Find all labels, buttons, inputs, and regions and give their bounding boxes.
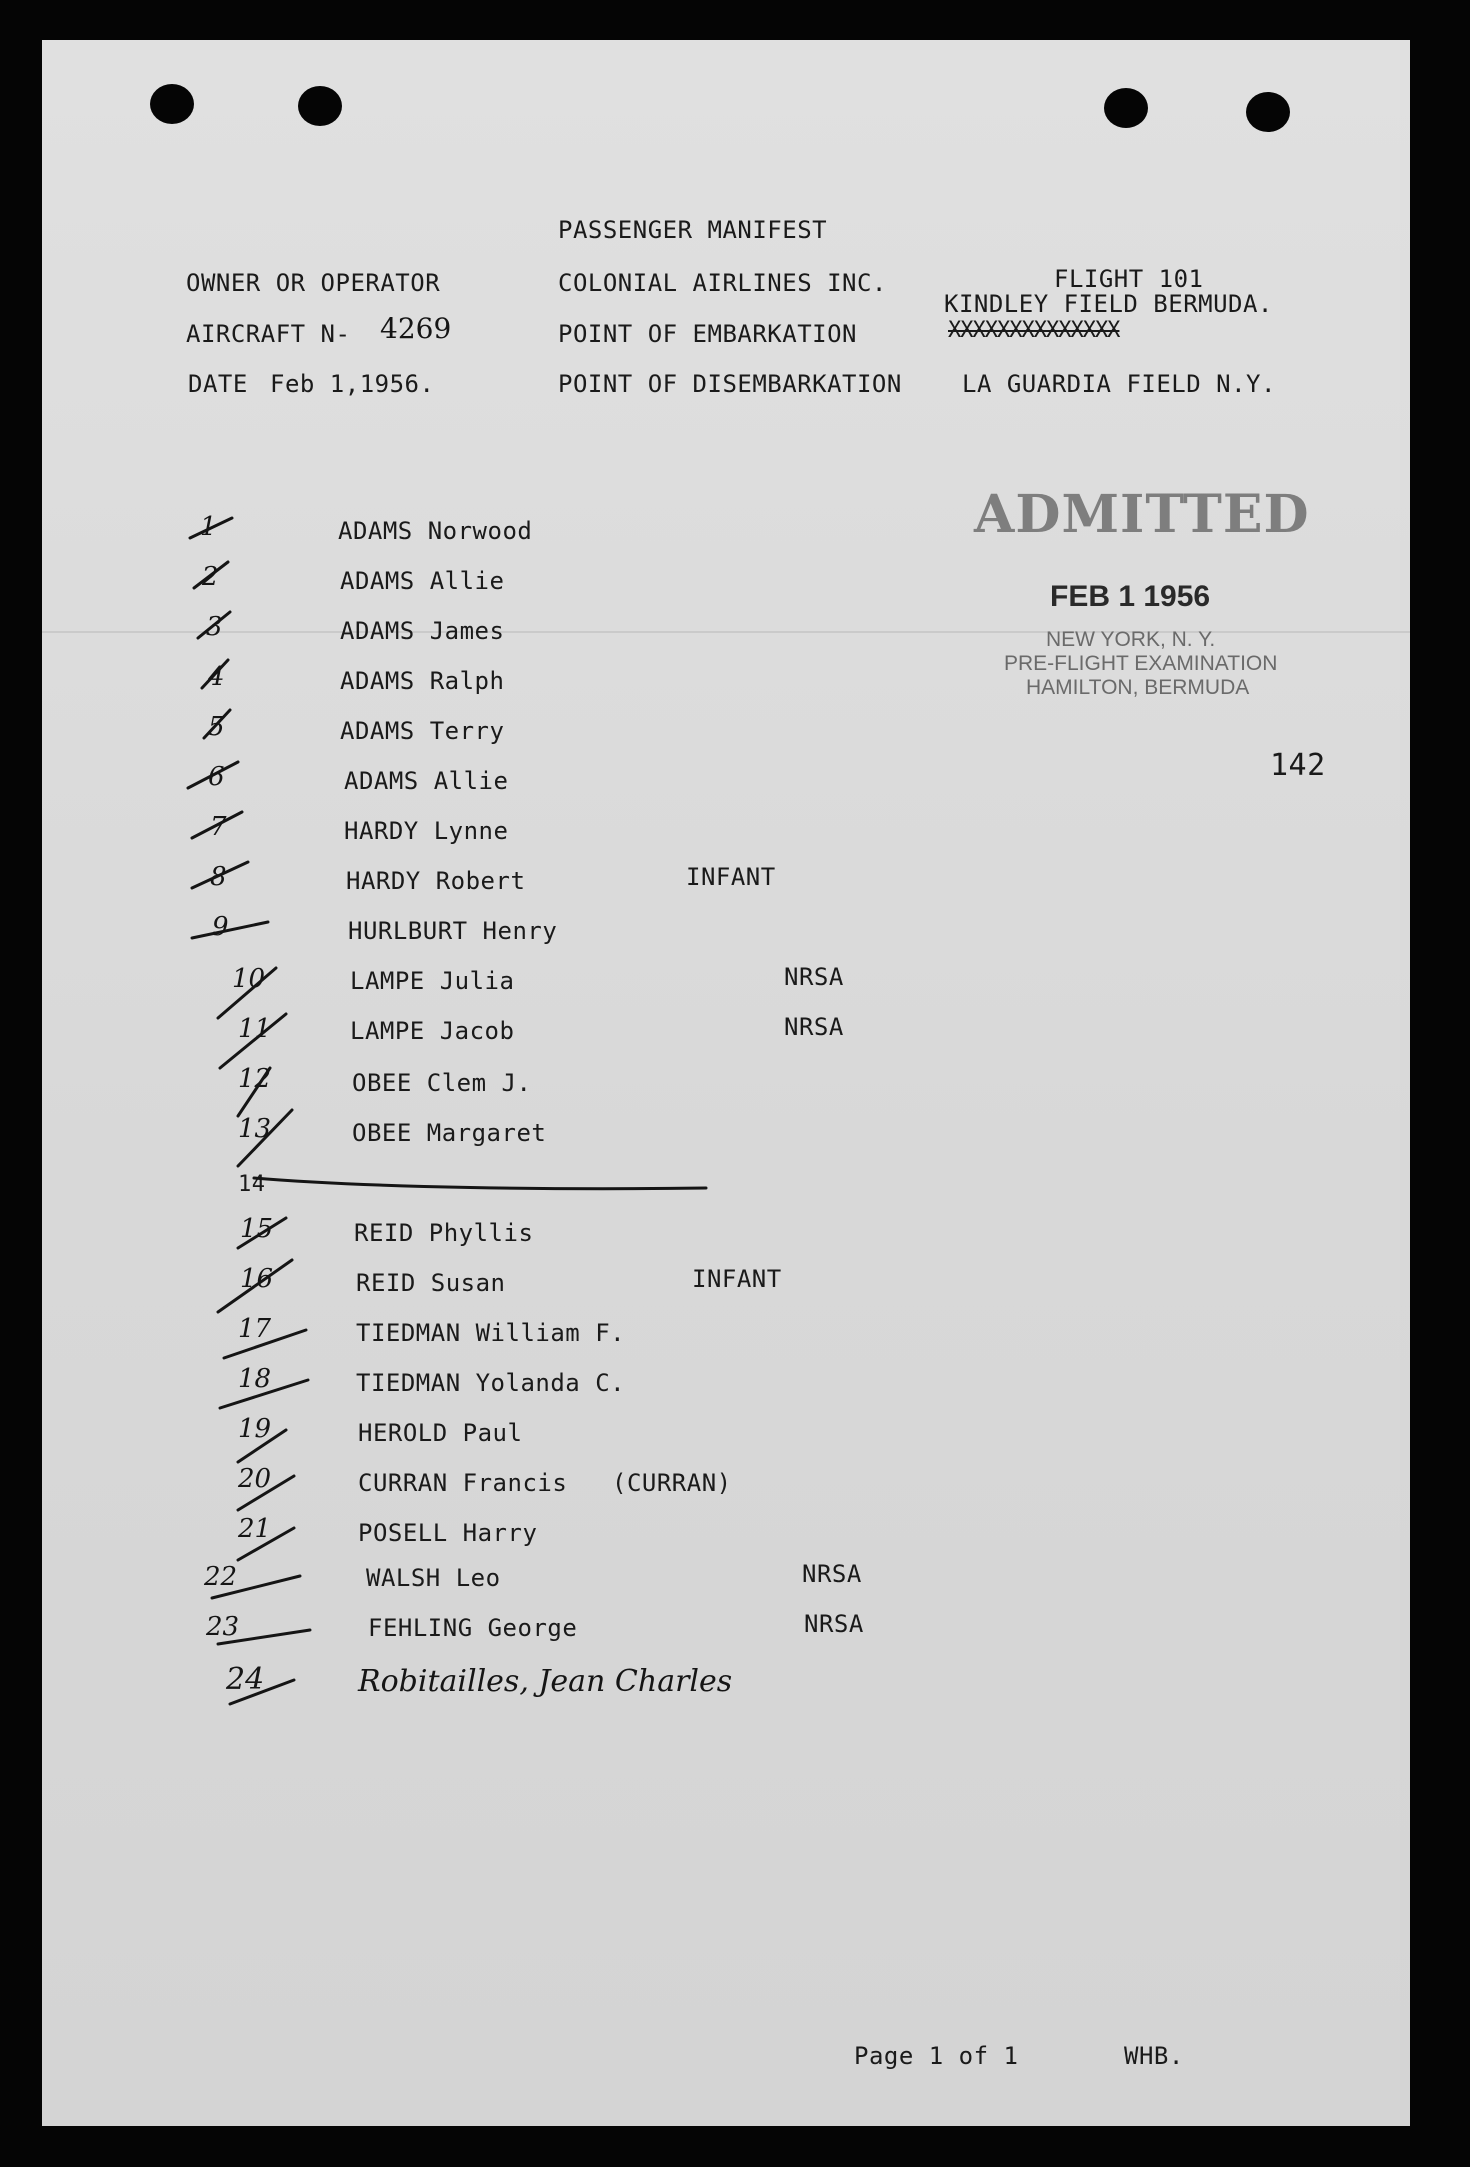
passenger-number: 17: [238, 1314, 272, 1344]
passenger-note: NRSA: [802, 1560, 862, 1588]
passenger-note: INFANT: [686, 863, 776, 891]
passenger-name: CURRAN Francis: [358, 1469, 568, 1497]
tick-mark: [192, 862, 248, 888]
passenger-name: OBEE Clem J.: [352, 1069, 532, 1097]
tick-mark: [212, 1576, 300, 1598]
passenger-number: 22: [204, 1562, 238, 1592]
passenger-number: 14: [238, 1172, 266, 1197]
passenger-number: 11: [238, 1014, 272, 1044]
tick-mark: [218, 1260, 292, 1312]
tick-mark: [192, 812, 242, 838]
tick-mark: [188, 762, 238, 788]
passenger-name: WALSH Leo: [366, 1564, 501, 1592]
owner-value: COLONIAL AIRLINES INC.: [558, 269, 887, 297]
passenger-number: 19: [238, 1414, 272, 1444]
disembark-value: LA GUARDIA FIELD N.Y.: [962, 370, 1276, 398]
stamp-station: HAMILTON, BERMUDA: [1026, 676, 1250, 699]
tick-mark: [238, 1218, 286, 1248]
passenger-note: NRSA: [804, 1610, 864, 1638]
tick-mark: [218, 1630, 310, 1644]
tick-mark: [218, 968, 276, 1018]
passenger-number: 9: [212, 912, 229, 942]
aircraft-number: 4269: [380, 312, 452, 345]
passenger-number: 16: [240, 1264, 274, 1294]
passenger-number: 20: [238, 1464, 272, 1494]
passenger-number: 6: [208, 762, 225, 792]
passenger-number: 8: [210, 862, 227, 892]
owner-label: OWNER OR OPERATOR: [186, 269, 441, 297]
passenger-name: OBEE Margaret: [352, 1119, 547, 1147]
passenger-name: POSELL Harry: [358, 1519, 538, 1547]
passenger-name: REID Susan: [356, 1269, 506, 1297]
tick-mark: [238, 1430, 286, 1462]
passenger-number: 23: [206, 1612, 240, 1642]
pen-marks: [42, 40, 1410, 2126]
passenger-number: 3: [206, 612, 223, 642]
tick-mark: [220, 1380, 308, 1408]
passenger-name: TIEDMAN William F.: [356, 1319, 626, 1347]
embark-value: KINDLEY FIELD BERMUDA.: [944, 290, 1273, 318]
tick-mark: [192, 922, 268, 938]
aircraft-label: AIRCRAFT N-: [186, 320, 351, 348]
tick-mark: [224, 1330, 306, 1358]
passenger-name: LAMPE Jacob: [350, 1017, 515, 1045]
passenger-name: REID Phyllis: [354, 1219, 534, 1247]
page-count: Page 1 of 1: [854, 2042, 1019, 2070]
strike-line: [254, 1178, 706, 1189]
passenger-number: 13: [238, 1114, 272, 1144]
flight-number: FLIGHT 101: [1054, 265, 1204, 293]
tick-mark: [198, 612, 230, 638]
stamp-location: NEW YORK, N. Y.: [1046, 628, 1216, 651]
clerk-initials: WHB.: [1124, 2042, 1184, 2070]
tick-mark: [238, 1110, 292, 1166]
tick-mark: [238, 1476, 294, 1510]
passenger-number: 21: [238, 1514, 272, 1544]
tick-mark: [194, 562, 228, 588]
passenger-note: (CURRAN): [612, 1469, 732, 1497]
passenger-note: INFANT: [692, 1265, 782, 1293]
passenger-name: HARDY Lynne: [344, 817, 509, 845]
tick-mark: [230, 1680, 294, 1704]
passenger-number: 2: [202, 562, 219, 592]
passenger-note: NRSA: [784, 963, 844, 991]
passenger-name: HARDY Robert: [346, 867, 526, 895]
passenger-number: 18: [238, 1364, 272, 1394]
date-value: Feb 1,1956.: [270, 370, 435, 398]
stamp-date: FEB 1 1956: [1050, 580, 1211, 613]
passenger-name: HEROLD Paul: [358, 1419, 523, 1447]
disembark-label: POINT OF DISEMBARKATION: [558, 370, 902, 398]
stamp-examination: PRE-FLIGHT EXAMINATION: [1004, 652, 1278, 675]
passenger-name: ADAMS Norwood: [338, 517, 533, 545]
passenger-note: NRSA: [784, 1013, 844, 1041]
passenger-name: ADAMS James: [340, 617, 505, 645]
tick-mark: [238, 1528, 294, 1560]
passenger-name: LAMPE Julia: [350, 967, 515, 995]
passenger-name: FEHLING George: [368, 1614, 578, 1642]
tick-mark: [238, 1068, 270, 1116]
passenger-name: ADAMS Allie: [340, 567, 505, 595]
embark-label: POINT OF EMBARKATION: [558, 320, 857, 348]
passenger-number: 10: [232, 964, 266, 994]
page-number: 142: [1270, 748, 1326, 783]
passenger-name: Robitailles, Jean Charles: [358, 1664, 733, 1699]
passenger-number: 12: [238, 1064, 272, 1094]
passenger-name: ADAMS Allie: [344, 767, 509, 795]
manifest-title: PASSENGER MANIFEST: [558, 216, 828, 244]
embark-struck-text: XXXXXXXXXXXXXX: [948, 318, 1120, 343]
passenger-number: 4: [208, 662, 225, 692]
passenger-number: 5: [208, 712, 225, 742]
admitted-stamp: ADMITTED: [974, 484, 1310, 545]
passenger-name: ADAMS Terry: [340, 717, 505, 745]
date-label: DATE: [188, 370, 248, 398]
passenger-number: 1: [200, 512, 217, 542]
tick-mark: [204, 710, 230, 738]
passenger-name: TIEDMAN Yolanda C.: [356, 1369, 626, 1397]
tick-mark: [190, 518, 232, 538]
manifest-page: [42, 40, 1410, 2126]
passenger-name: HURLBURT Henry: [348, 917, 558, 945]
passenger-number: 15: [240, 1214, 274, 1244]
passenger-name: ADAMS Ralph: [340, 667, 505, 695]
tick-mark: [220, 1014, 286, 1068]
passenger-number: 24: [226, 1662, 265, 1697]
passenger-number: 7: [210, 812, 227, 842]
tick-mark: [202, 660, 228, 688]
